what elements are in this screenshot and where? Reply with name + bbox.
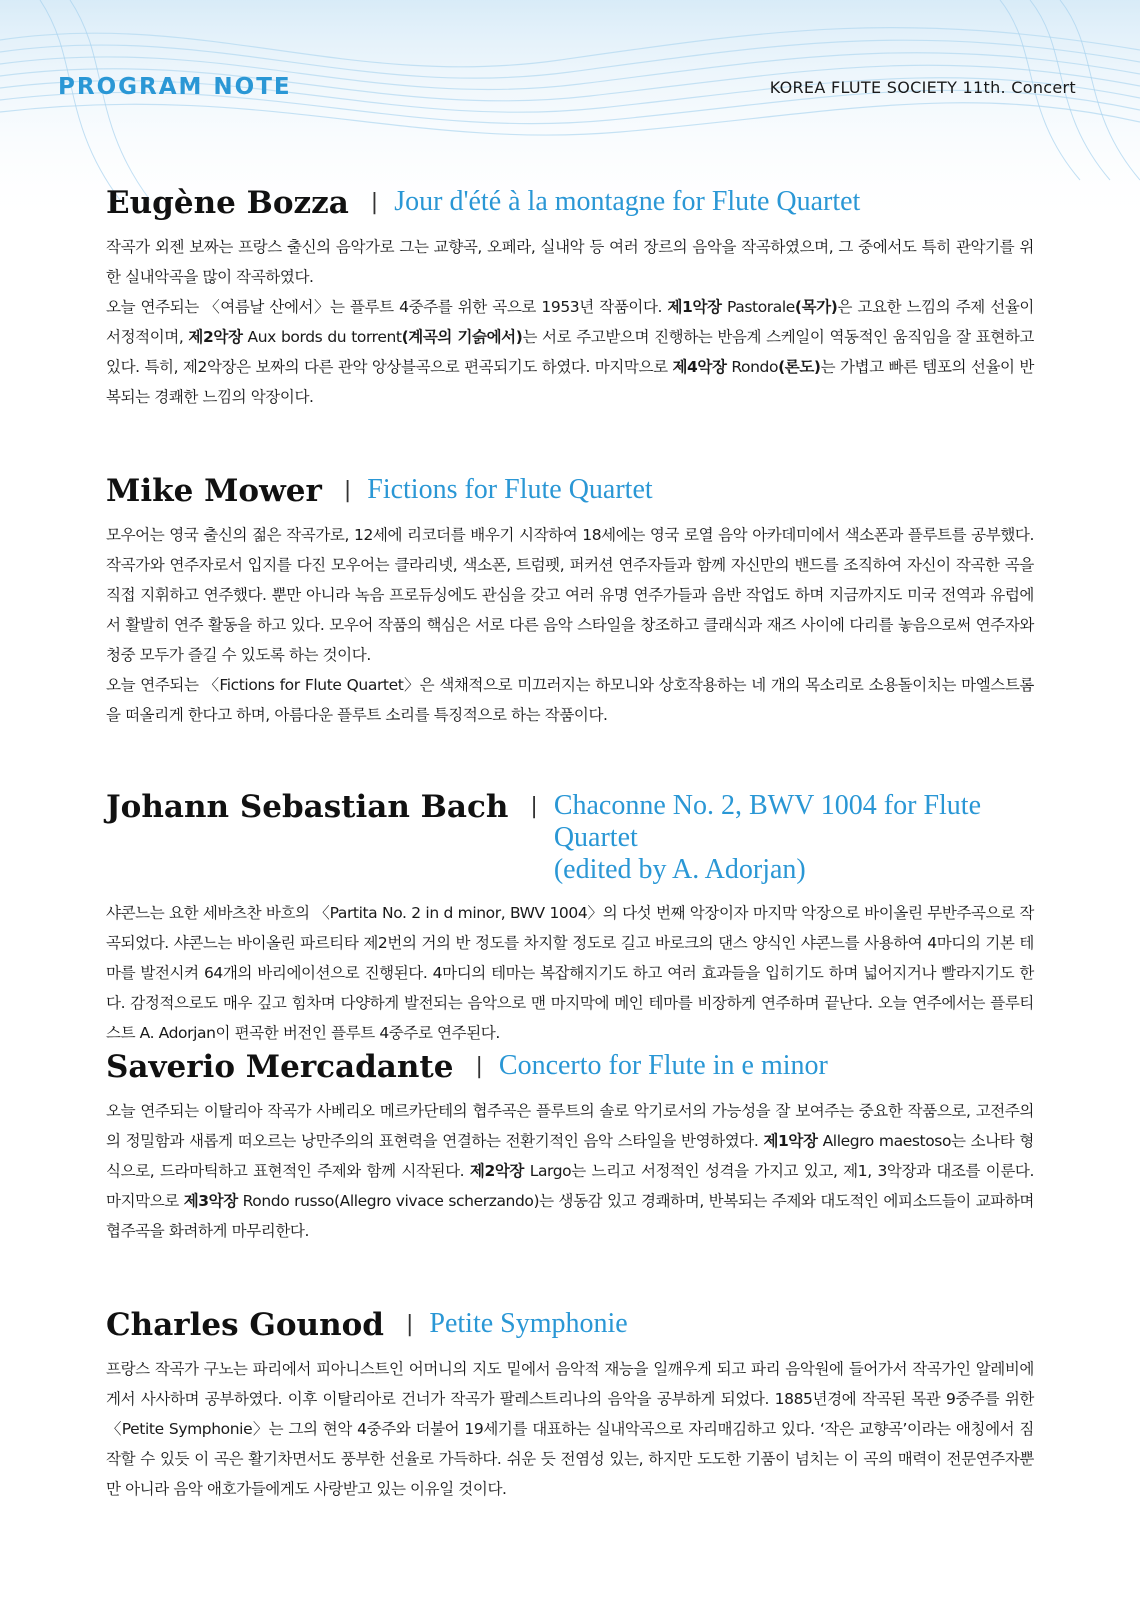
section-body [106,520,1034,730]
piece-subtitle: (edited by A. Adorjan) [553,854,806,885]
section-body [106,1354,1034,1504]
paragraph: 프랑스 작곡가 구노는 파리에서 피아니스트인 어머니의 지도 밑에서 음악적 재능을 일깨우게 되고 파리 음악원에 들어가서 작곡가인 알레비에게서 사사하며 공부하였다. 이후 이탈리아로 건너가 작곡가 팔레스트리나의 음악을 공부하게 되었다. 1885년경에 작곡된 목관 9중주를 위한 〈Petite Symphonie〉는 그의 현악 4중주와 더불어 19세기를 대표하는 실내악곡으로 자리매김하고 있다. ‘작은 교향곡’이라는 애칭에서 짐작할 수 있듯 이 곡은 활기차면서도 풍부한 선율로 가득하다. 쉬운 듯 전염성 있는, 하지만 도도한 기품이 넘치는 이 곡의 매력이 전문연주자뿐만 아니라 음악 애호가들에게도 사랑받고 있는 이유일 것이다. [106,1360,1034,1498]
title-separator: | [370,190,379,215]
paragraph: 오늘 연주되는 〈여름날 산에서〉는 플루트 4중주를 위한 곡으로 1953년 작품이다. 제1악장 Pastorale(목가)은 고요한 느낌의 주제 선율이 서정적이며, 제2악장 Aux bords du torrent(계곡의 기슭에서)는 서로 주고받으며 진행하는 반음계 스케일이 역동적인 움직임을 잘 표현하고 있다. 특히, 제2악장은 보짜의 다른 관악 앙상블곡으로 편곡되기도 하였다. 마지막으로 제4악장 Rondo(론도)는 가볍고 빠른 템포의 선율이 반복되는 경쾌한 느낌의 악장이다. [106,298,1034,406]
section-mower [106,474,1034,730]
section-body [106,1096,1034,1246]
piece-title-block [554,790,1034,886]
page-header [0,0,1140,120]
paragraph: 오늘 연주되는 이탈리아 작곡가 사베리오 메르카단테의 협주곡은 플루트의 솔로 악기로서의 가능성을 잘 보여주는 중요한 작품으로, 고전주의의 정밀함과 새롭게 떠오르는 낭만주의의 표현력을 연결하는 전환기적인 음악 스타일을 반영하였다. 제1악장 Allegro maestoso는 소나타 형식으로, 드라마틱하고 표현적인 주제와 함께 시작된다. 제2악장 Largo는 느리고 서정적인 성격을 가지고 있고, 제1, 3악장과 대조를 이룬다. 마지막으로 제3악장 Rondo russo(Allegro vivace scherzando)는 생동감 있고 경쾌하며, 반복되는 주제와 대도적인 에피소드들이 교파하며 협주곡을 화려하게 마무리한다. [106,1102,1034,1240]
composer-name: Saverio Mercadante [106,1049,454,1085]
section-title-row [106,1308,1034,1342]
title-separator: | [530,794,538,819]
section-title-row [106,474,1034,508]
section-title-row [106,790,1034,886]
piece-title: Petite Symphonie [429,1308,628,1339]
composer-name: Charles Gounod [106,1307,384,1343]
piece-title: Jour d'été à la montagne for Flute Quartet [394,186,861,217]
piece-title: Fictions for Flute Quartet [367,474,653,505]
section-bach [106,790,1034,1048]
title-separator: | [343,478,352,503]
section-bozza [106,186,1034,412]
paragraph: 모우어는 영국 출신의 젊은 작곡가로, 12세에 리코더를 배우기 시작하여 18세에는 영국 로열 음악 아카데미에서 색소폰과 플루트를 공부했다. 작곡가와 연주자로서 입지를 다진 모우어는 클라리넷, 색소폰, 트럼펫, 퍼커션 연주자들과 함께 자신만의 밴드를 조직하여 자신이 작곡한 곡을 직접 지휘하고 연주했다. 뿐만 아니라 녹음 프로듀싱에도 관심을 갖고 여러 유명 연주가들과 음반 작업도 하며 지금까지도 미국 전역과 유럽에서 활발히 연주 활동을 하고 있다. 모우어 작품의 핵심은 서로 다른 음악 스타일을 창조하고 클래식과 재즈 사이에 다리를 놓음으로써 연주자와 청중 모두가 즐길 수 있도록 하는 것이다. [106,526,1034,664]
paragraph: 샤콘느는 요한 세바츠찬 바흐의 〈Partita No. 2 in d minor, BWV 1004〉의 다섯 번째 악장이자 마지막 악장으로 바이올린 무반주곡으로 작곡되었다. 샤콘느는 바이올린 파르티타 제2번의 거의 반 정도를 차지할 정도로 길고 바로크의 댄스 양식인 샤콘느를 사용하여 4마디의 기본 테마를 발전시켜 64개의 바리에이션으로 진행된다. 4마디의 테마는 복잡해지기도 하고 여러 효과들을 입히기도 하며 넓어지거나 빨라지기도 한다. 감정적으로도 매우 깊고 힘차며 다양하게 발전되는 음악으로 맨 마지막에 메인 테마를 비장하게 연주하며 끝난다. 오늘 연주에서는 플루티스트 A. Adorjan이 편곡한 버전인 플루트 4중주로 연주된다. [106,904,1034,1042]
composer-name: Mike Mower [106,473,322,509]
section-body [106,232,1034,412]
title-separator: | [475,1054,483,1079]
piece-title: Concerto for Flute in e minor [498,1050,828,1081]
section-gounod [106,1308,1034,1504]
program-note-label: PROGRAM NOTE [58,74,292,100]
composer-name: Eugène Bozza [106,185,349,221]
section-title-row [106,186,1034,220]
composer-name: Johann Sebastian Bach [106,789,509,825]
section-title-row [106,1050,1034,1084]
title-separator: | [405,1312,414,1337]
paragraph: 작곡가 외젠 보짜는 프랑스 출신의 음악가로 그는 교향곡, 오페라, 실내악 등 여러 장르의 음악을 작곡하였으며, 그 중에서도 특히 관악기를 위한 실내악곡을 많이 작곡하였다. [106,238,1034,286]
concert-title: KOREA FLUTE SOCIETY 11th. Concert [769,78,1076,97]
paragraph: 오늘 연주되는 〈Fictions for Flute Quartet〉은 색채적으로 미끄러지는 하모니와 상호작용하는 네 개의 목소리로 소용돌이치는 마엘스트롬을 떠올리게 한다고 하며, 아름다운 플루트 소리를 특징적으로 하는 작품이다. [106,676,1034,724]
piece-title: Chaconne No. 2, BWV 1004 for Flute Quartet [553,790,982,853]
section-body [106,898,1034,1048]
section-mercadante [106,1050,1034,1246]
